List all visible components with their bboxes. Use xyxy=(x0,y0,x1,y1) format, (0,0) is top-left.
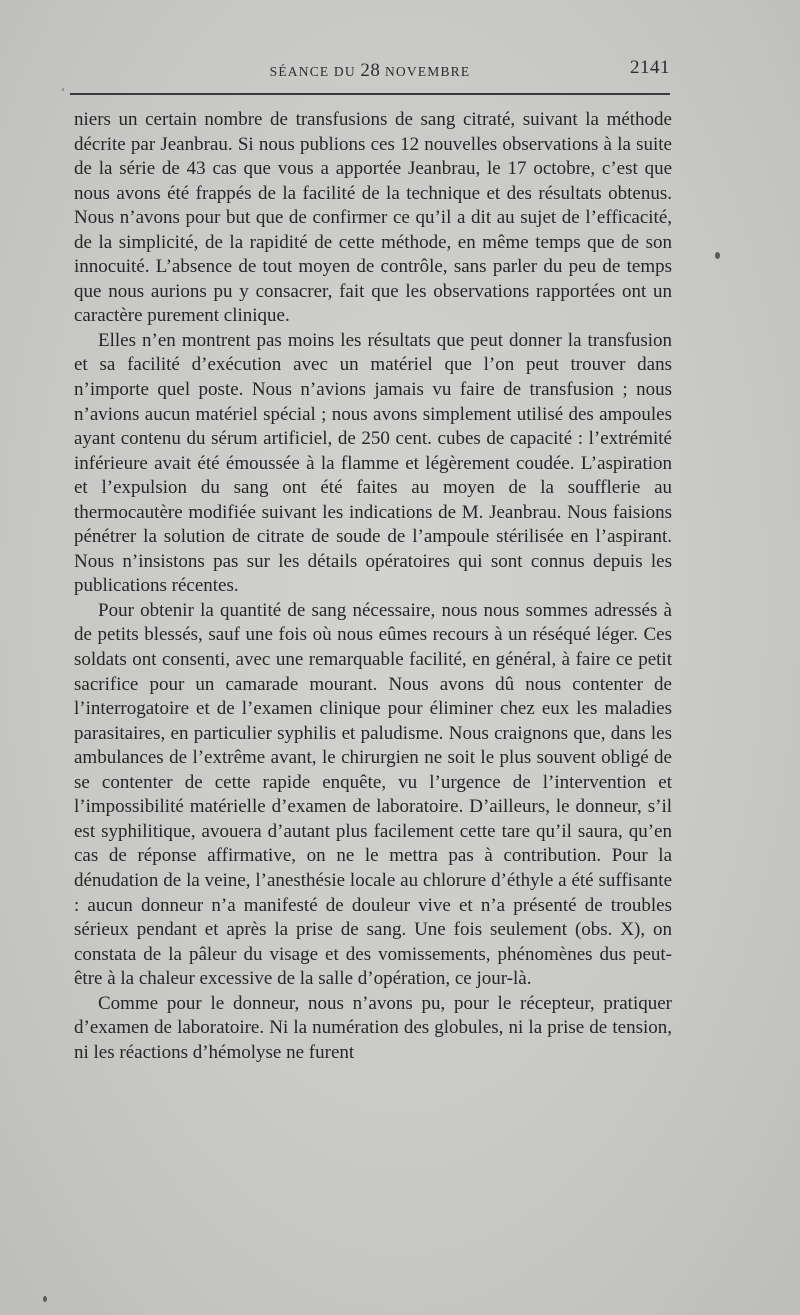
running-title-month: NOVEMBRE xyxy=(380,64,471,79)
paragraph-2: Elles n’en montrent pas moins les résultats que peut donner la transfusion et sa facilité d’exécution avec un matériel que l’on peut trouver dans n’importe quel poste. Nous n’avions jamais vu faire de transfusion ; nous n’avions aucun matériel spécial ; nous avons simplement utilisé des ampoules ayant contenu du sérum artificiel, de 250 cent. cubes de capacité : l’extrémité inférieure avait été émoussée à la flamme et légèrement coudée. L’aspiration et l’expulsion du sang ont été faites au moyen de la soufflerie au thermocautère modifiée suivant les indications de M. Jeanbrau. Nous faisions pénétrer la solution de citrate de soude de l’ampoule stérilisée en l’aspirant. Nous n’insistons pas sur les détails opératoires qui sont connus depuis les publications récentes. xyxy=(74,329,672,597)
body-text xyxy=(74,108,672,1065)
page-number: 2141 xyxy=(630,57,670,78)
paragraph-4: Comme pour le donneur, nous n’avons pu, pour le récepteur, pratiquer d’examen de laboratoire. Ni la numération des globules, ni la prise de tension, ni les réactions d’hémolyse ne furent xyxy=(74,992,672,1063)
paper-speck xyxy=(715,252,720,259)
paper-speck xyxy=(43,1296,47,1302)
running-title-prefix: SÉANCE DU xyxy=(269,64,361,79)
running-title xyxy=(70,60,670,82)
paper-speck xyxy=(62,88,64,91)
running-head xyxy=(70,57,670,81)
paragraph-1: niers un certain nombre de transfusions de sang citraté, suivant la méthode décrite par Jeanbrau. Si nous publions ces 12 nouvelles observations à la suite de la série de 43 cas que vous a apportée Jeanbrau, le 17 octobre, c’est que nous avons été frappés de la facilité de la technique et des résultats obtenus. Nous n’avons pour but que de confirmer ce qu’il a dit au sujet de l’efficacité, de la simplicité, de la rapidité de cette méthode, en même temps que de son innocuité. L’absence de tout moyen de contrôle, sans parler du peu de temps que nous aurions pu y consacrer, fait que les observations rapportées ont un caractère purement clinique. xyxy=(74,109,672,327)
running-title-day: 28 xyxy=(360,60,381,81)
header-rule xyxy=(70,93,670,95)
paragraph-3: Pour obtenir la quantité de sang nécessaire, nous nous sommes adressés à de petits blessés, sauf une fois où nous eûmes recours à un réséqué léger. Ces soldats ont consenti, avec une remarquable facilité, en général, à faire ce petit sacrifice pour un camarade mourant. Nous avons dû nous contenter de l’interrogatoire et de l’examen clinique pour éliminer chez eux les maladies parasitaires, en particulier syphilis et paludisme. Nous craignons que, dans les ambulances de l’extrême avant, le chirurgien ne soit le plus souvent obligé de se contenter de cette rapide enquête, vu l’urgence de l’intervention et l’impossibilité matérielle d’examen de laboratoire. D’ailleurs, le donneur, s’il est syphilitique, avouera d’autant plus facilement cette tare qu’il saura, qu’en cas de réponse affirmative, on ne le mettra pas à contribution. Pour la dénudation de la veine, l’anesthésie locale au chlorure d’éthyle a été suffisante : aucun donneur n’a manifesté de douleur vive et n’a présenté de troubles sérieux pendant et après la prise de sang. Une fois seulement (obs. X), on constata de la pâleur du visage et des vomissements, phénomènes dus peut-être à la chaleur excessive de la salle d’opération, ce jour-là. xyxy=(74,599,672,990)
